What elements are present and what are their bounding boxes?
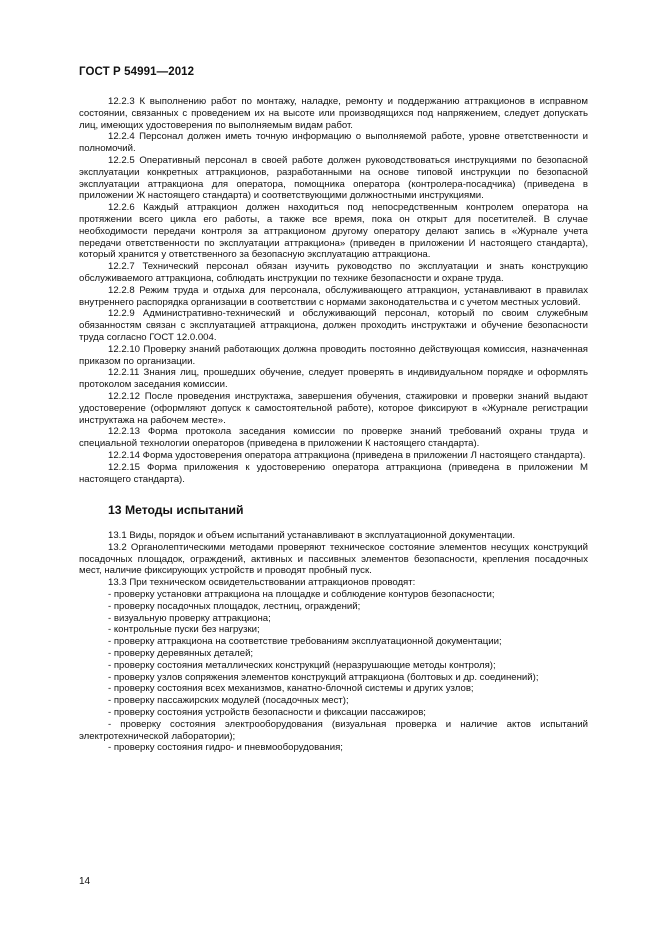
paragraph-12-2-10: 12.2.10 Проверку знаний работающих должна проводить постоянно действующая комиссия, назначенная приказом по организации.	[79, 343, 588, 367]
list-item: - проверку пассажирских модулей (посадочных мест);	[108, 695, 349, 707]
paragraph-12-2-9: 12.2.9 Административно-технический и обслуживающий персонал, который по своим служебным обязанностям связан с эксплуатацией аттракциона, должен проходить инструктажи и обучение безопасности труда согласно ГОСТ 12.0.004.	[79, 308, 588, 343]
paragraph-12-2-6: 12.2.6 Каждый аттракцион должен находиться под непосредственным контролем оператора на протяжении всего цикла его работы, а также все время, пока он открыт для посетителей. В случае необходимости передачи контроля за аттракционом другому оператору делают запись в «Журнале учета передачи ответственности по эксплуатации аттракциона» (приведен в приложении И настоящего стандарта), который хранится у ответственного за безопасную эксплуатацию аттракциона.	[79, 202, 588, 261]
list-item: - контрольные пуски без нагрузки;	[108, 624, 260, 636]
paragraph-12-2-5: 12.2.5 Оперативный персонал в своей работе должен руководствоваться инструкциями по безопасной эксплуатации конкретных аттракционов, разработанными на основе типовой инструкции по безопасной эксплуатации аттракциона для оператора, помощника оператора (контролера-посадчика) (приведена в приложении Ж настоящего стандарта) и соответствующими должностными инструкциями.	[79, 154, 588, 202]
paragraph-13-1: 13.1 Виды, порядок и объем испытаний устанавливают в эксплуатационной документации.	[108, 530, 516, 542]
paragraph-12-2-3: 12.2.3 К выполнению работ по монтажу, наладке, ремонту и поддержанию аттракционов в исправном состоянии, связанных с проведением их на высоте или производящихся под напряжением, следует допускать лиц, имеющих удостоверения по выполняемым видам работ.	[79, 96, 588, 131]
list-item: - проверку состояния всех механизмов, канатно-блочной системы и других узлов;	[108, 683, 474, 695]
list-item: - визуальную проверку аттракциона;	[108, 612, 271, 624]
paragraph-13-2: 13.2 Органолептическими методами проверяют техническое состояние элементов несущих конструкций посадочных площадок, ограждений, активных и пассивных элементов безопасности, крепления посадочных мест, наличие фиксирующих устройств и проводят пробный пуск.	[79, 541, 588, 577]
page-number: 14	[79, 876, 91, 887]
paragraph-12-2-7: 12.2.7 Технический персонал обязан изучить руководство по эксплуатации и знать конструкцию обслуживаемого аттракциона, соблюдать инструкции по технике безопасности и охране труда.	[79, 261, 588, 284]
document-header: ГОСТ Р 54991—2012	[79, 66, 195, 78]
paragraph-12-2-11: 12.2.11 Знания лиц, прошедших обучение, следует проверять в индивидуальном порядке и оформлять протоколом заседания комиссии.	[79, 367, 588, 391]
list-item: - проверку узлов сопряжения элементов конструкций аттракциона (болтовых и др. соединений);	[108, 671, 539, 683]
list-item: - проверку деревянных деталей;	[108, 648, 254, 660]
paragraph-12-2-4: 12.2.4 Персонал должен иметь точную информацию о выполняемой работе, уровне ответственности и полномочий.	[79, 131, 588, 155]
list-item: - проверку посадочных площадок, лестниц, ограждений;	[108, 600, 361, 612]
paragraph-12-2-15: 12.2.15 Форма приложения к удостоверению оператора аттракциона (приведена в приложении М настоящего стандарта).	[79, 461, 588, 485]
list-item: - проверку состояния устройств безопасности и фиксации пассажиров;	[108, 707, 426, 719]
paragraph-12-2-14: 12.2.14 Форма удостоверения оператора аттракциона (приведена в приложении Л настоящего стандарта).	[108, 449, 586, 461]
paragraph-12-2-13: 12.2.13 Форма протокола заседания комиссии по проверке знаний требований охраны труда и специальной технологии операторов (приведена в приложении К настоящего стандарта).	[79, 426, 588, 450]
document-body	[79, 96, 588, 754]
list-item: - проверку состояния металлических конструкций (неразрушающие методы контроля);	[108, 659, 496, 671]
section-title: 13 Методы испытаний	[108, 503, 244, 518]
paragraph-13-3: 13.3 При техническом освидетельствовании аттракционов проводят:	[108, 577, 416, 589]
list-item: - проверку аттракциона на соответствие требованиям эксплуатационной документации;	[108, 636, 502, 648]
paragraph-12-2-12: 12.2.12 После проведения инструктажа, завершения обучения, стажировки и проверки знаний выдают удостоверение (оформляют допуск к самостоятельной работе), которое фиксируют в «Журнале регистрации инструктажа на рабочем месте».	[79, 390, 588, 426]
list-item: - проверку состояния гидро- и пневмооборудования;	[108, 742, 343, 754]
list-item: - проверку состояния электрооборудования (визуальная проверка и наличие актов испытаний электротехнической лаборатории);	[79, 718, 588, 742]
list-item: - проверку установки аттракциона на площадке и соблюдение контуров безопасности;	[108, 589, 495, 601]
paragraph-12-2-8: 12.2.8 Режим труда и отдыха для персонала, обслуживающего аттракцион, устанавливают в правилах внутреннего распорядка организации в соответствии с нормами законодательства и с учетом местных условий.	[79, 284, 588, 308]
